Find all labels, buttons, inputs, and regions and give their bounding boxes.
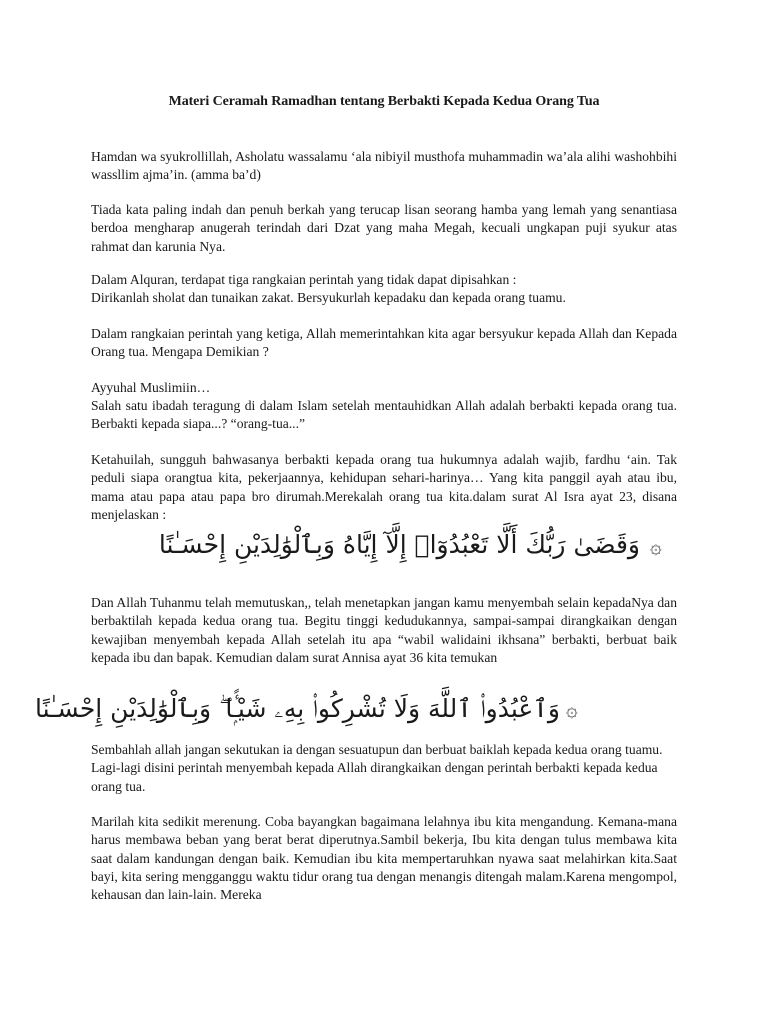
paragraph-opening: Hamdan wa syukrollillah, Asholatu wassalamu ‘ala nibiyil musthofa muhammadin wa’ala alihi washohbihi wassllim ajma’in. (amma ba’d) <box>91 149 677 183</box>
verse-an-nisa-36: وَٱعْبُدُوا۟ ٱللَّهَ وَلَا تُشْرِكُوا۟ بِهِۦ شَيْـًۭٔا ۖ وَبِٱلْوَٰلِدَيْنِ إِحْسَـٰنًا <box>35 694 560 723</box>
paragraph-praise: Tiada kata paling indah dan penuh berkah yang terucap lisan seorang hamba yang lemah yang senantiasa berdoa mengharap anugerah terindah dari Dzat yang maha Megah, kecuali ungkapan puji syukur atas rahmat dan karunia Nya. <box>91 202 677 254</box>
paragraph-ayyuhal: Ayyuhal Muslimiin… <box>91 380 211 395</box>
ornament-icon: ۞ <box>650 534 662 558</box>
paragraph-sembahlah: Sembahlah allah jangan sekutukan ia dengan sesuatupun dan berbuat baiklah kepada kedua orang tuamu. Lagi-lagi disini perintah menyembah kepada Allah dirangkaikan dengan perintah berbakti kepada kedua orang tua. <box>91 742 663 794</box>
verse-al-isra-23: وَقَضَىٰ رَبُّكَ أَلَّا تَعْبُدُوٓا۟ إِلَّآ إِيَّاهُ وَبِٱلْوَٰلِدَيْنِ إِحْسَـٰنًا <box>158 530 640 559</box>
paragraph-alquran-line2: Dirikanlah sholat dan tunaikan zakat. Bersyukurlah kepadaku dan kepada orang tuamu. <box>91 290 566 305</box>
paragraph-ketahuilah: Ketahuilah, sungguh bahwasanya berbakti kepada orang tua hukumnya adalah wajib, fardhu ‘ain. Tak peduli siapa orangtua kita, pekerjaannya, kehidupan sehari-harinya… Yang kita panggil ayah atau ibu, mama atau papa atau papa bro dirumah.Merekalah orang tua kita.dalam surat Al Isra ayat 23, disana menjelaskan : <box>91 452 677 522</box>
paragraph-ibadah: Salah satu ibadah teragung di dalam Islam setelah mentauhidkan Allah adalah berbakti kepada orang tua. Berbakti kepada siapa...? “orang-tua...” <box>91 398 677 432</box>
paragraph-explanation: Dan Allah Tuhanmu telah memutuskan,, telah menetapkan jangan kamu menyembah selain kepadaNya dan berbaktilah kepada kedua orang tua. Begitu tinggi kedudukannya, sampai-sampai dirangkaikan dengan kewajiban menyembah kepada Allah setelah itu apa “wabil walidaini ikhsana” berbakti, berbuat baik kepada ibu dan bapak. Kemudian dalam surat Annisa ayat 36 kita temukan <box>91 595 677 665</box>
paragraph-third-command: Dalam rangkaian perintah yang ketiga, Allah memerintahkan kita agar bersyukur kepada Allah dan Kepada Orang tua. Mengapa Demikian ? <box>91 326 677 360</box>
page-title: Materi Ceramah Ramadhan tentang Berbakti Kepada Kedua Orang Tua <box>168 94 600 109</box>
paragraph-alquran-line1: Dalam Alquran, terdapat tiga rangkaian perintah yang tidak dapat dipisahkan : <box>91 272 517 287</box>
ornament-icon: ۞ <box>566 697 578 721</box>
paragraph-merenung: Marilah kita sedikit merenung. Coba bayangkan bagaimana lelahnya ibu kita mengandung. Kemana-mana harus membawa beban yang berat berat diperutnya.Sambil bekerja, Ibu kita dengan tulus membawa kita saat dalam kandungan dengan baik. Kemudian ibu kita mempertaruhkan nyawa saat melahirkan kita.Saat bayi, kita sering mengganggu waktu tidur orang tua dengan menangis ditengah malam.Karena mengompol, kehausan dan lain-lain. Mereka <box>91 814 677 903</box>
